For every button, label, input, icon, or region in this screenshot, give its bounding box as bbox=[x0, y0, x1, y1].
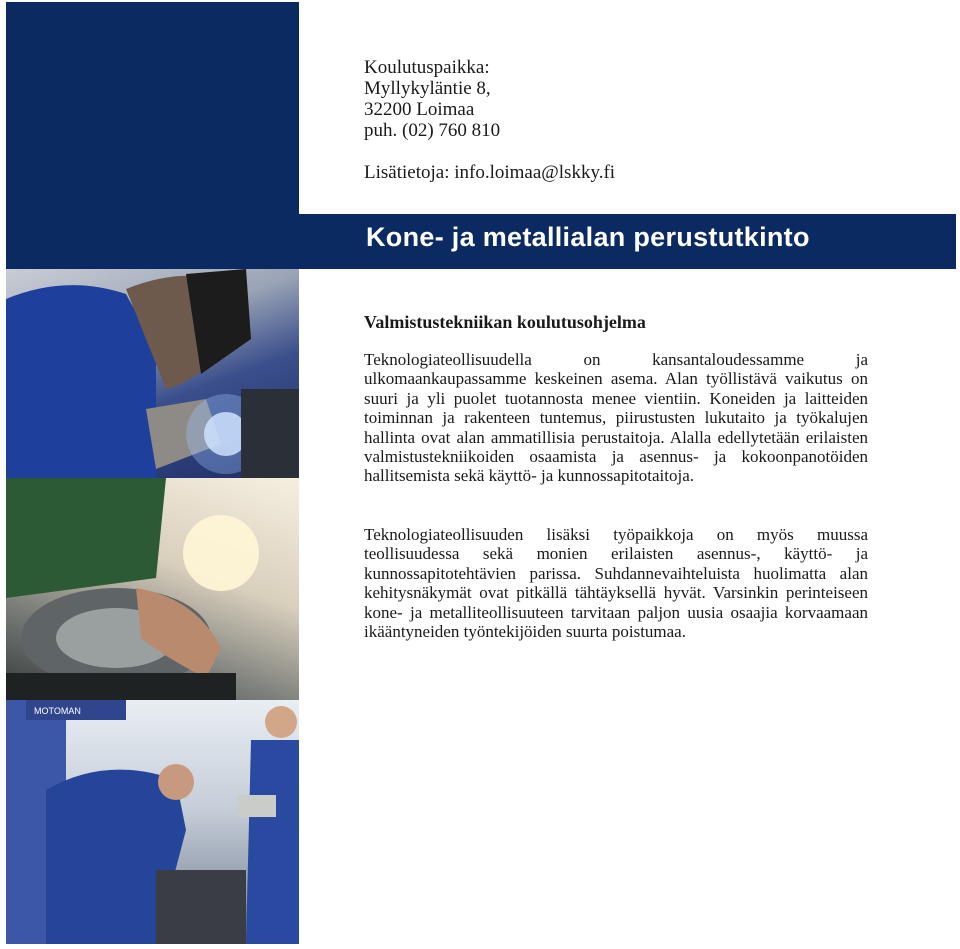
worker-jacket-shape bbox=[6, 285, 156, 478]
photo-lathe bbox=[6, 478, 299, 700]
photo-robot-cell bbox=[6, 700, 299, 944]
worker-right-shape bbox=[246, 740, 299, 944]
fixture-shape bbox=[156, 870, 246, 944]
tool-tray-shape bbox=[6, 673, 236, 700]
machine-shape bbox=[241, 389, 299, 478]
section-heading: Valmistustekniikan koulutusohjelma bbox=[364, 312, 646, 332]
contact-street: Myllykyläntie 8, bbox=[364, 78, 491, 99]
body-paragraph-1: Teknologiateollisuudella on kansantaloudessamme ja ulkomaankaupassamme keskeinen asema. Alan työllistävä vaikutus on suuri ja yli puolet tuotannosta menee vientiin. Koneiden ja laitteiden toiminnan ja rakenteen tuntemus, piirustusten lukutaito ja työkalujen hallinta ovat alan ammatillisia perustaitoja. Alalla edellytetään erilaisten valmistustekniikoiden osaamista ja asennus- ja kokoonpanotöiden hallitsemista sekä käyttö- ja kunnossapitotaitoja. bbox=[364, 350, 868, 486]
contact-location-label: Koulutuspaikka: bbox=[364, 57, 490, 78]
contact-block bbox=[364, 57, 615, 183]
contact-phone: puh. (02) 760 810 bbox=[364, 120, 501, 141]
tablet-shape bbox=[238, 795, 276, 817]
title-bar bbox=[6, 214, 956, 269]
welding-illustration bbox=[6, 269, 299, 478]
header-navy-block bbox=[6, 2, 299, 216]
contact-info-email: Lisätietoja: info.loimaa@lskky.fi bbox=[364, 162, 616, 183]
lamp-glow bbox=[183, 515, 259, 591]
worker-shirt-shape bbox=[6, 478, 166, 598]
photo-welding bbox=[6, 269, 299, 478]
robot-cell-illustration bbox=[6, 700, 299, 944]
worker-left-head bbox=[158, 764, 194, 800]
lathe-illustration bbox=[6, 478, 299, 700]
worker-right-head bbox=[265, 706, 297, 738]
contact-spacer bbox=[364, 141, 615, 162]
body-paragraph-2: Teknologiateollisuuden lisäksi työpaikkoja on myös muussa teollisuudessa sekä monien erilaisten asennus-, käyttö- ja kunnossapitotehtävien parissa. Suhdannevaihteluista huolimatta alan kehitysnäkymät ovat pitkällä tähtäyksellä hyvät. Varsinkin perinteiseen kone- ja metalliteollisuuteen tarvitaan paljon uusia osaajia korvaamaan ikääntyneiden työntekijöiden suurta poistumaa. bbox=[364, 525, 868, 642]
contact-city: 32200 Loimaa bbox=[364, 99, 475, 120]
robot-brand-text: MOTOMAN bbox=[34, 706, 81, 716]
page-title: Kone- ja metallialan perustutkinto bbox=[366, 222, 810, 252]
